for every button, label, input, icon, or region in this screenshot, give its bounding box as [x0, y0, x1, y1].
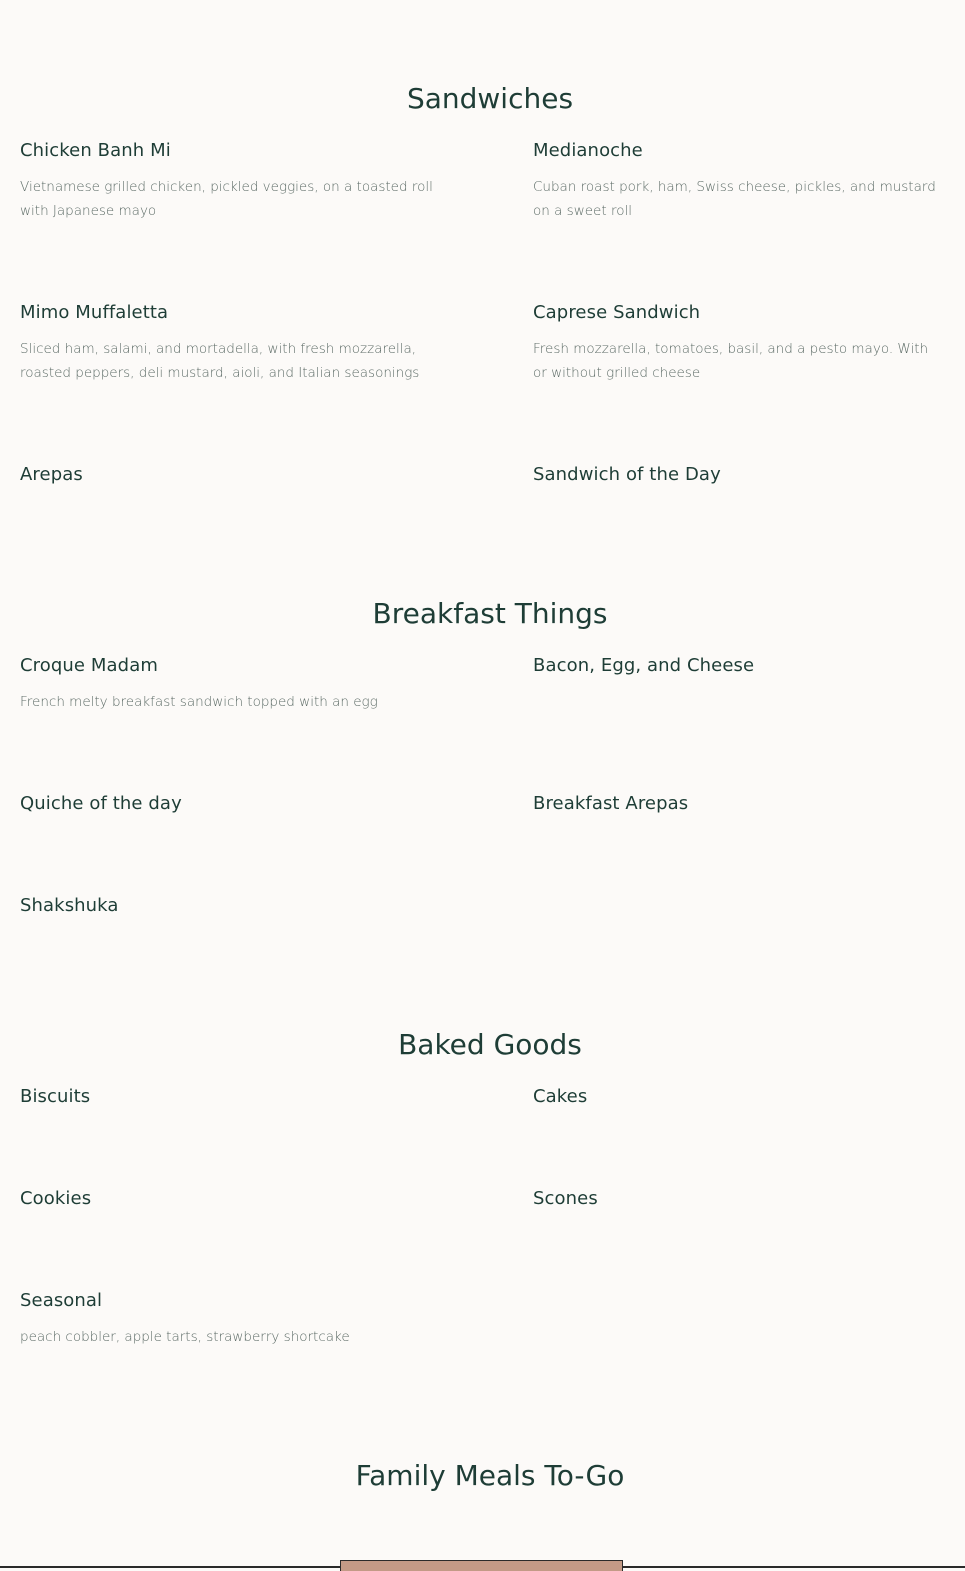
menu-item-description: Vietnamese grilled chicken, pickled veggies, on a toasted roll with Japanese mayo	[20, 179, 433, 219]
menu-item-chicken-banh-mi	[20, 139, 450, 223]
menu-item-description: Fresh mozzarella, tomatoes, basil, and a pesto mayo. With or without grilled cheese	[533, 341, 929, 381]
menu-item-name: Bacon, Egg, and Cheese	[533, 655, 755, 676]
menu-item-biscuits	[20, 1085, 450, 1109]
menu-item-breakfast-arepas	[533, 792, 943, 816]
menu-item-seasonal	[20, 1289, 450, 1349]
menu-item-shakshuka	[20, 894, 450, 918]
menu-item-scones	[533, 1187, 943, 1211]
menu-item-name: Quiche of the day	[20, 793, 182, 814]
menu-item-name: Caprese Sandwich	[533, 302, 701, 323]
menu-item-description: French melty breakfast sandwich topped with an egg	[20, 694, 378, 710]
menu-item-medianoche	[533, 139, 943, 223]
family-meals-button[interactable]	[340, 1560, 623, 1571]
menu-item-caprese-sandwich	[533, 301, 943, 385]
section-title-breakfast-things: Breakfast Things	[372, 597, 608, 630]
section-title-sandwiches: Sandwiches	[406, 82, 574, 115]
menu-item-name: Biscuits	[20, 1086, 91, 1107]
menu-item-description: Sliced ham, salami, and mortadella, with fresh mozzarella, roasted peppers, deli mustard, aioli, and Italian seasonings	[20, 341, 420, 381]
menu-item-quiche-of-the-day	[20, 792, 450, 816]
menu-item-name: Arepas	[20, 464, 83, 485]
menu-item-name: Breakfast Arepas	[533, 793, 689, 814]
menu-item-name: Croque Madam	[20, 655, 158, 676]
menu-item-mimo-muffaletta	[20, 301, 450, 385]
menu-item-description: Cuban roast pork, ham, Swiss cheese, pickles, and mustard on a sweet roll	[533, 179, 936, 219]
menu-item-name: Cookies	[20, 1188, 92, 1209]
menu-item-cookies	[20, 1187, 450, 1211]
menu-item-name: Scones	[533, 1188, 598, 1209]
section-title-baked-goods: Baked Goods	[398, 1028, 582, 1061]
menu-item-name: Cakes	[533, 1086, 588, 1107]
menu-item-arepas	[20, 463, 450, 487]
menu-item-cakes	[533, 1085, 943, 1109]
menu-item-croque-madam	[20, 654, 450, 714]
menu-item-name: Seasonal	[20, 1290, 103, 1311]
menu-item-description: peach cobbler, apple tarts, strawberry shortcake	[20, 1329, 350, 1345]
menu-item-sandwich-of-the-day	[533, 463, 943, 487]
menu-item-name: Mimo Muffaletta	[20, 302, 169, 323]
menu-item-name: Chicken Banh Mi	[20, 140, 171, 161]
menu-item-name: Sandwich of the Day	[533, 464, 721, 485]
menu-item-name: Medianoche	[533, 140, 643, 161]
menu-item-name: Shakshuka	[20, 895, 119, 916]
section-title-family-meals: Family Meals To-Go	[355, 1459, 625, 1492]
menu-item-bacon-egg-cheese	[533, 654, 943, 678]
